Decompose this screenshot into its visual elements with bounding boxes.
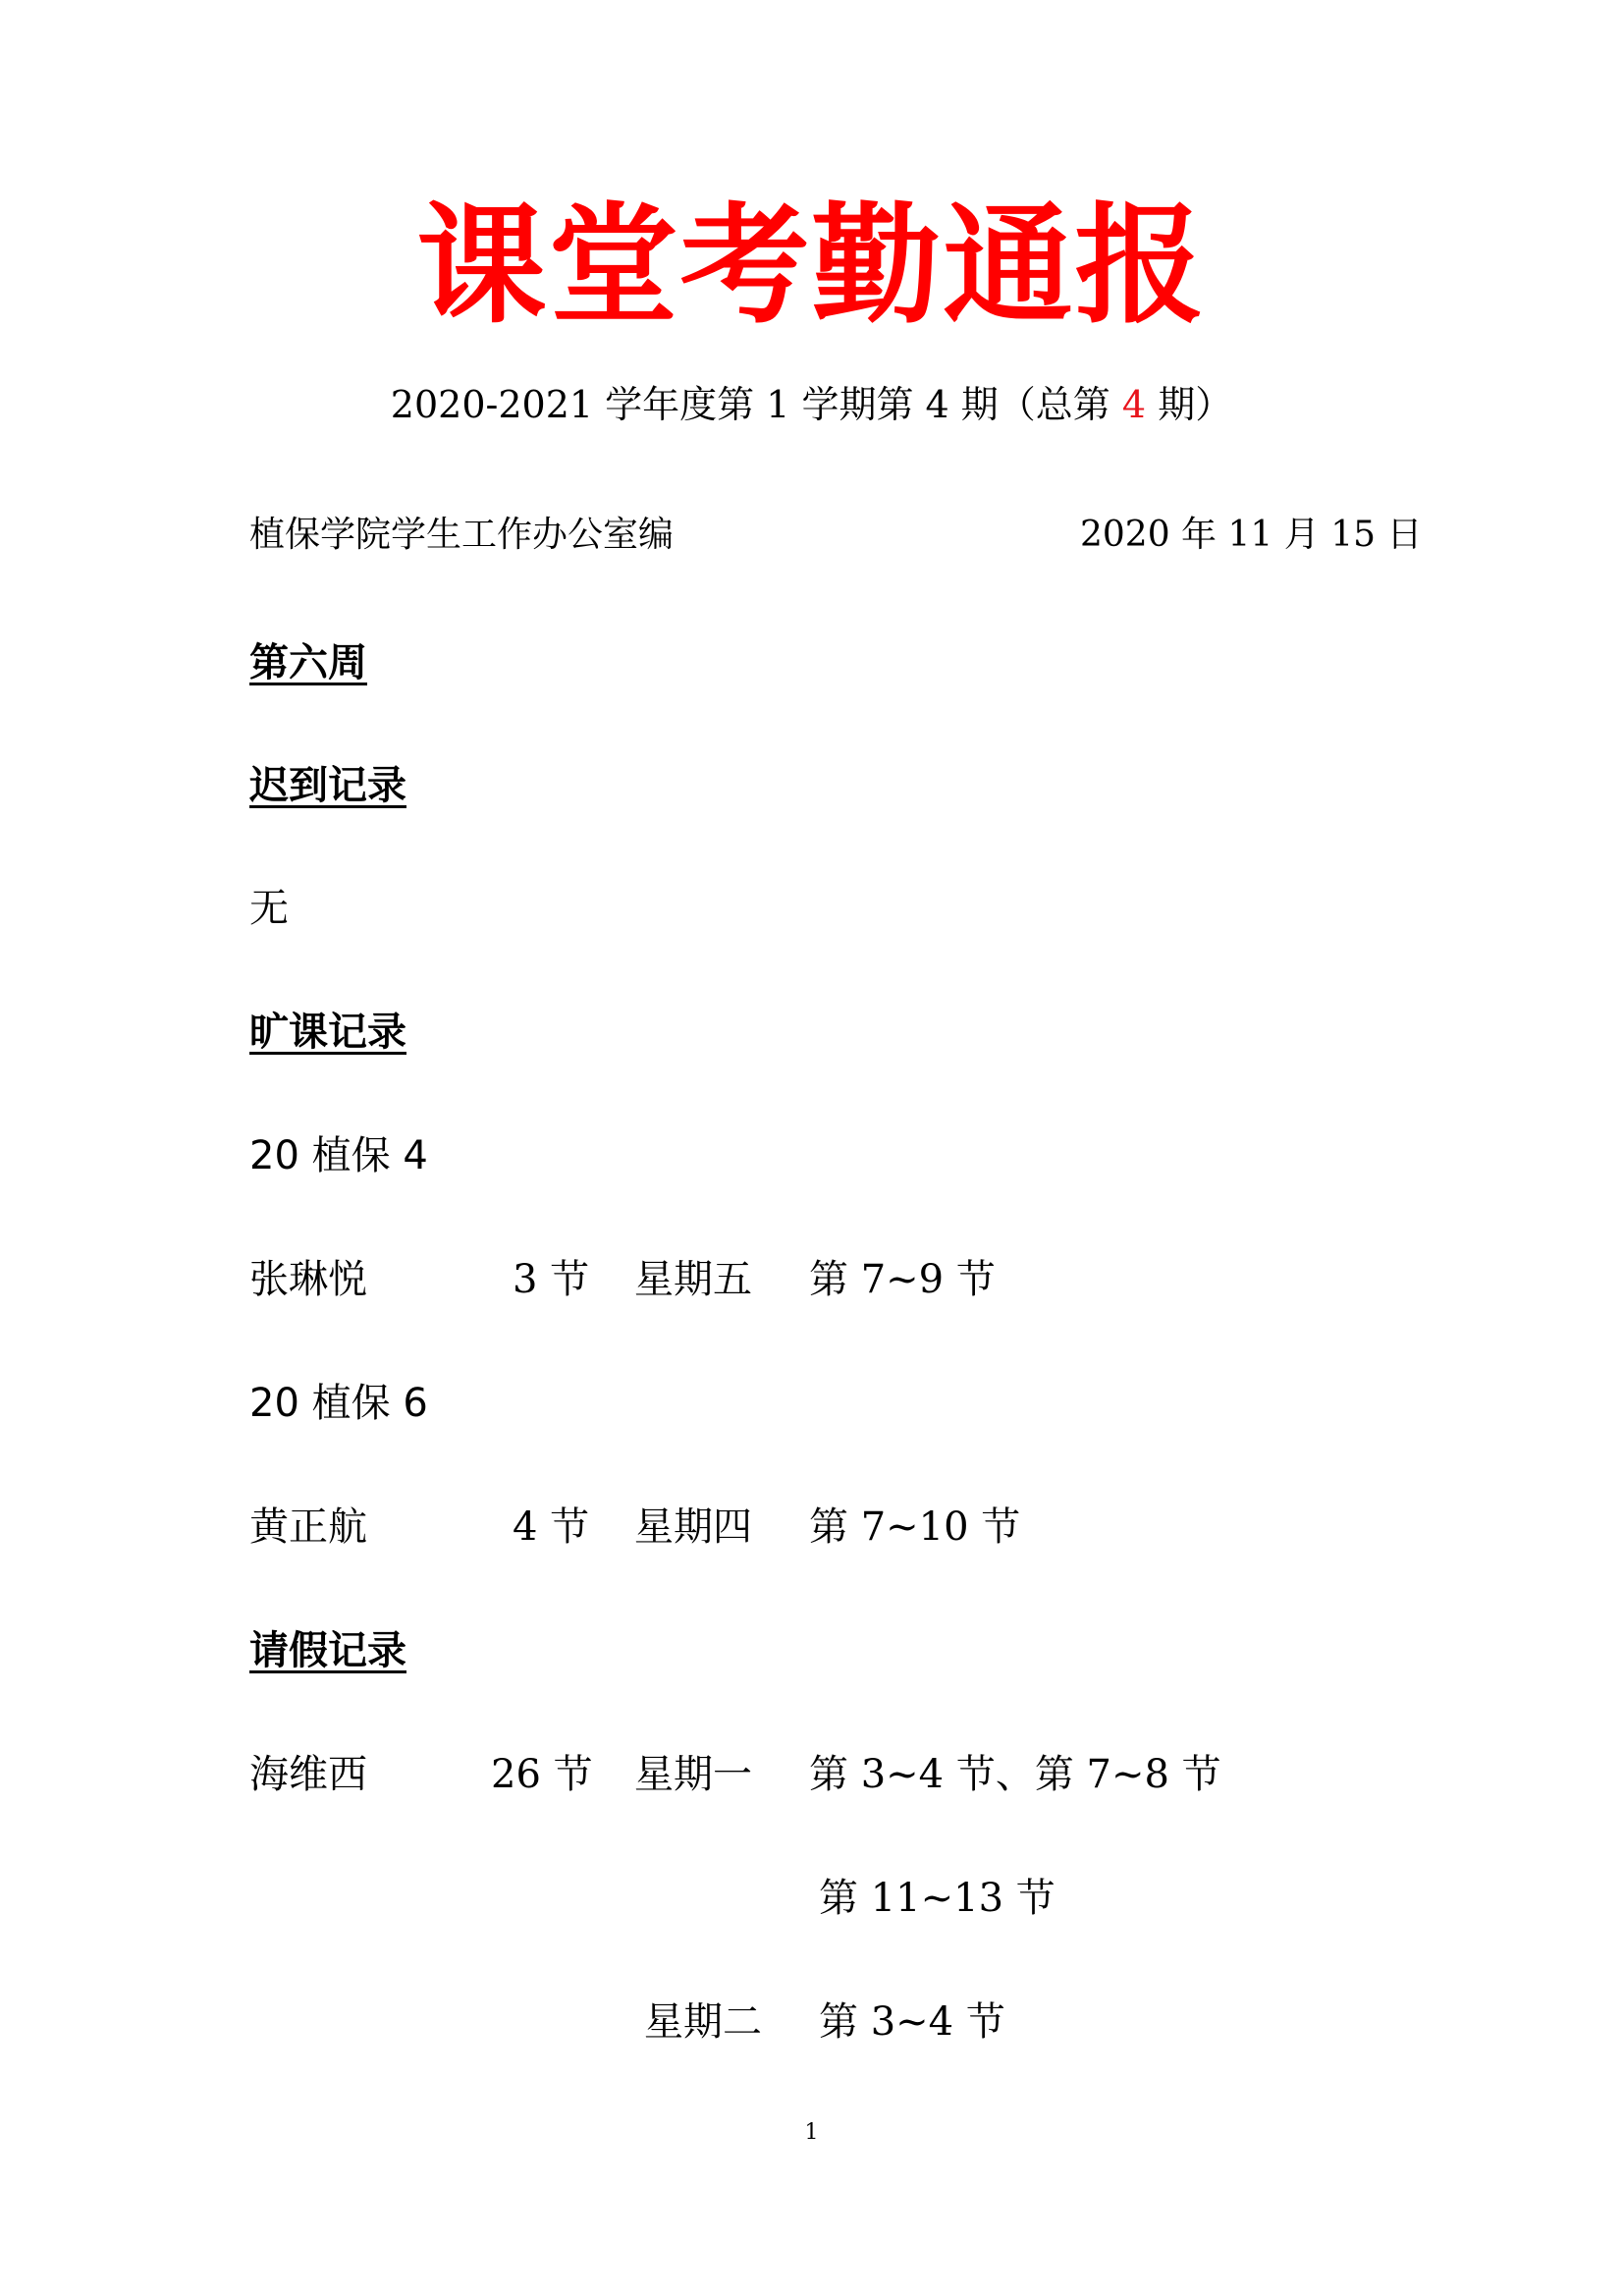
absence-hours-1: 3 节 bbox=[513, 1257, 590, 1302]
subtitle-suffix: 期） bbox=[1158, 383, 1233, 426]
absence-weekday-2: 星期四 bbox=[634, 1504, 752, 1550]
leave-weekday-1: 星期一 bbox=[634, 1752, 752, 1797]
absence-class-2: 20 植保 6 bbox=[249, 1381, 428, 1426]
absence-record-heading: 旷课记录 bbox=[249, 1009, 406, 1055]
leave-weekday-2: 星期二 bbox=[644, 1999, 762, 2045]
absence-periods-1: 第 7~9 节 bbox=[809, 1257, 996, 1302]
absence-hours-2: 4 节 bbox=[513, 1504, 590, 1550]
page-number: 1 bbox=[804, 2120, 819, 2145]
absence-student-name-1: 张琳悦 bbox=[249, 1257, 367, 1302]
leave-record-heading: 请假记录 bbox=[249, 1627, 406, 1673]
publish-date: 2020 年 11 月 15 日 bbox=[1080, 515, 1423, 555]
late-record-content: 无 bbox=[249, 886, 289, 931]
absence-weekday-1: 星期五 bbox=[634, 1257, 752, 1302]
subtitle-prefix: 2020-2021 学年度第 1 学期第 4 期（总第 bbox=[390, 383, 1110, 426]
report-title: 课堂考勤通报 bbox=[416, 191, 1207, 342]
absence-student-name-2: 黄正航 bbox=[249, 1504, 367, 1550]
leave-hours: 26 节 bbox=[491, 1752, 593, 1797]
absence-periods-2: 第 7~10 节 bbox=[809, 1504, 1021, 1550]
leave-student-name: 海维西 bbox=[249, 1752, 367, 1797]
leave-periods-1: 第 3~4 节、第 7~8 节 bbox=[809, 1752, 1221, 1797]
leave-periods-1-continued: 第 11~13 节 bbox=[819, 1876, 1055, 1921]
leave-periods-2: 第 3~4 节 bbox=[819, 1999, 1005, 2045]
week-heading: 第六周 bbox=[249, 639, 367, 685]
editor-office: 植保学院学生工作办公室编 bbox=[249, 515, 675, 555]
issue-total-number: 4 bbox=[1121, 383, 1147, 426]
late-record-heading: 迟到记录 bbox=[249, 762, 406, 808]
absence-class-1: 20 植保 4 bbox=[249, 1133, 428, 1178]
issue-subtitle bbox=[0, 383, 1623, 426]
